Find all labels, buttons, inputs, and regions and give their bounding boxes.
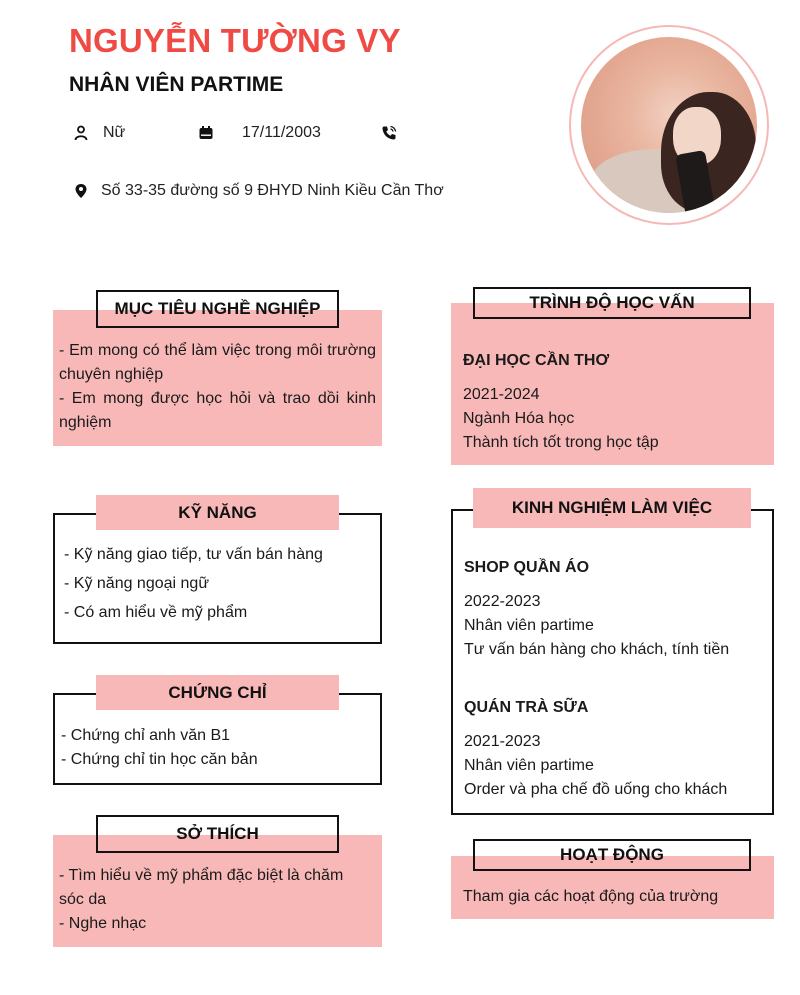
calendar-icon <box>197 124 215 142</box>
phone-info <box>380 124 411 142</box>
education-major: Ngành Hóa học <box>463 410 575 427</box>
job-description: Tư vấn bán hàng cho khách, tính tiền <box>464 641 730 658</box>
candidate-name: NGUYỄN TƯỜNG VY <box>69 22 401 59</box>
gender-value: Nữ <box>103 124 126 141</box>
location-pin-icon <box>72 182 90 200</box>
job-period: 2022-2023 <box>464 593 541 610</box>
job-entry <box>464 696 764 802</box>
school-name: ĐẠI HỌC CẦN THƠ <box>463 352 610 369</box>
activity-text: Tham gia các hoạt động của trường <box>463 888 719 905</box>
profile-photo <box>581 37 757 213</box>
gender-info <box>72 124 125 142</box>
goal-line: - Em mong được học hỏi và trao dồi kinh nghiệm <box>59 390 376 431</box>
job-role: Nhân viên partime <box>464 617 594 634</box>
company-name: QUÁN TRÀ SỮA <box>464 699 589 716</box>
section-title: SỞ THÍCH <box>96 815 339 853</box>
address-value: Số 33-35 đường số 9 ĐHYD Ninh Kiều Cần Thơ <box>101 182 444 199</box>
section-title: KỸ NĂNG <box>96 495 339 530</box>
section-title: HOẠT ĐỘNG <box>473 839 751 871</box>
hobby-line: - Nghe nhạc <box>59 915 147 932</box>
hobby-line: - Tìm hiểu về mỹ phẩm đặc biệt là chăm sóc da <box>59 867 344 908</box>
company-name: SHOP QUẦN ÁO <box>464 559 590 576</box>
section-title: TRÌNH ĐỘ HỌC VẤN <box>473 287 751 319</box>
job-entry <box>464 556 764 662</box>
job-period: 2021-2023 <box>464 733 541 750</box>
education-period: 2021-2024 <box>463 386 540 403</box>
certificate-item: - Chứng chỉ tin học căn bản <box>61 751 258 768</box>
education-achievement: Thành tích tốt trong học tập <box>463 434 659 451</box>
birthday-info <box>197 124 321 142</box>
job-title: NHÂN VIÊN PARTIME <box>69 73 284 96</box>
birthday-value: 17/11/2003 <box>242 124 321 141</box>
skill-item: - Kỹ năng ngoại ngữ <box>64 575 210 592</box>
section-title: KINH NGHIỆM LÀM VIỆC <box>473 488 751 528</box>
skill-item: - Có am hiểu về mỹ phẩm <box>64 604 248 621</box>
skill-item: - Kỹ năng giao tiếp, tư vấn bán hàng <box>64 546 323 563</box>
person-icon <box>72 124 90 142</box>
job-role: Nhân viên partime <box>464 757 594 774</box>
section-title: MỤC TIÊU NGHỀ NGHIỆP <box>96 290 339 328</box>
section-title: CHỨNG CHỈ <box>96 675 339 710</box>
address-info <box>72 182 444 200</box>
phone-icon <box>380 124 398 142</box>
goal-line: - Em mong có thể làm việc trong môi trường chuyên nghiệp <box>59 342 376 383</box>
profile-photo-frame <box>569 25 769 225</box>
job-description: Order và pha chế đồ uống cho khách <box>464 781 728 798</box>
certificate-item: - Chứng chỉ anh văn B1 <box>61 727 231 744</box>
